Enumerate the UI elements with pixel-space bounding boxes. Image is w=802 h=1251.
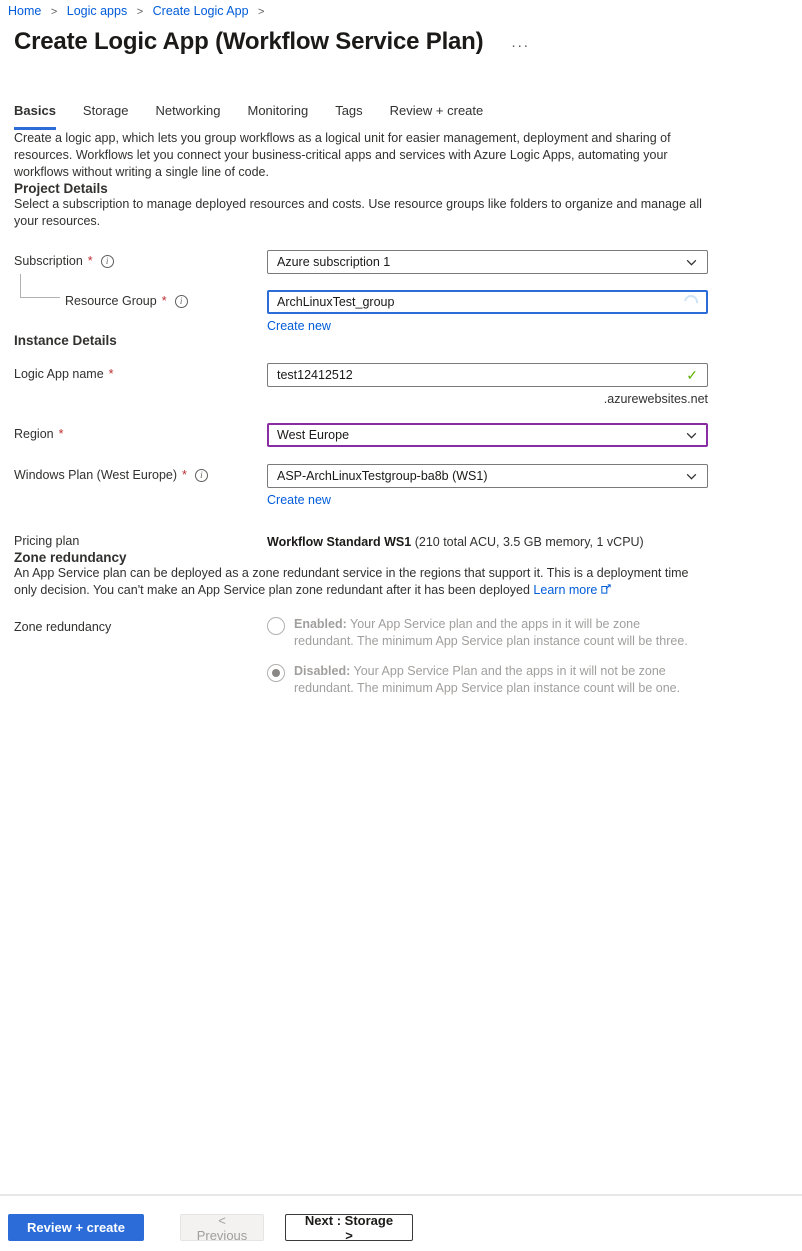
windows-plan-row: [14, 464, 788, 507]
breadcrumb-create-logic-app[interactable]: Create Logic App: [152, 4, 249, 18]
breadcrumb-separator: >: [258, 6, 265, 18]
logic-app-name-label: [14, 363, 267, 381]
windows-plan-label-text: Windows Plan (West Europe): [14, 468, 178, 482]
region-label: [14, 423, 267, 441]
zone-redundancy-description: [14, 565, 706, 599]
resource-group-create-new-link[interactable]: Create new: [267, 319, 331, 333]
subscription-selected-value: Azure subscription 1: [277, 255, 391, 269]
logic-app-name-field: [267, 363, 708, 387]
zone-redundancy-option-disabled: [267, 663, 708, 697]
info-icon[interactable]: [175, 295, 188, 308]
pricing-plan-specs: (210 total ACU, 3.5 GB memory, 1 vCPU): [411, 535, 644, 549]
region-dropdown[interactable]: [267, 423, 708, 447]
next-storage-button[interactable]: Next : Storage >: [285, 1214, 413, 1241]
chevron-down-icon: [685, 256, 698, 269]
page-title: Create Logic App (Workflow Service Plan): [14, 28, 484, 55]
radio-disabled-text: [294, 663, 698, 697]
windows-plan-selected-value: ASP-ArchLinuxTestgroup-ba8b (WS1): [277, 469, 488, 483]
resource-group-label-text: Resource Group: [65, 294, 157, 308]
zone-redundancy-label: [14, 616, 267, 634]
chevron-down-icon: [685, 470, 698, 483]
info-icon[interactable]: [101, 255, 114, 268]
resource-group-row: [14, 290, 788, 333]
footer-divider: [0, 1194, 802, 1196]
pricing-plan-value: [267, 530, 708, 550]
resource-group-field: [267, 290, 708, 314]
region-selected-value: West Europe: [277, 428, 350, 442]
tab-bar: [14, 103, 788, 130]
breadcrumb-separator: >: [50, 6, 58, 18]
radio-enabled-desc: Your App Service plan and the apps in it will be zone redundant. The minimum App Service plan instance count will be three.: [294, 617, 688, 648]
breadcrumb-home[interactable]: Home: [8, 4, 42, 18]
required-asterisk: *: [182, 468, 187, 482]
pricing-plan-label: [14, 530, 267, 548]
previous-button[interactable]: < Previous: [180, 1214, 264, 1241]
tab-basics[interactable]: Basics: [14, 103, 56, 130]
radio-enabled[interactable]: [267, 617, 285, 635]
subscription-label-text: Subscription: [14, 254, 83, 268]
required-asterisk: *: [87, 254, 93, 268]
zone-redundancy-option-enabled: [267, 616, 708, 650]
radio-enabled-title: Enabled:: [294, 617, 347, 631]
tab-monitoring[interactable]: Monitoring: [247, 103, 309, 118]
subscription-row: [14, 250, 788, 274]
info-icon[interactable]: [195, 469, 208, 482]
tab-networking[interactable]: Networking: [155, 103, 221, 118]
windows-plan-create-new-link[interactable]: Create new: [267, 493, 331, 507]
breadcrumb-separator: >: [136, 6, 144, 18]
region-row: [14, 423, 788, 447]
domain-suffix: .azurewebsites.net: [603, 392, 708, 406]
footer-action-bar: [8, 1214, 413, 1241]
section-heading-instance-details: Instance Details: [14, 333, 117, 348]
radio-disabled-title: Disabled:: [294, 664, 351, 678]
breadcrumb: [8, 4, 802, 18]
tab-review-create[interactable]: Review + create: [389, 103, 484, 118]
pricing-plan-label-text: Pricing plan: [14, 534, 80, 548]
logic-app-name-row: [14, 363, 788, 406]
windows-plan-label: [14, 464, 267, 482]
hierarchy-connector-line: [20, 274, 60, 298]
section-heading-project-details: Project Details: [14, 181, 108, 196]
external-link-icon: [601, 583, 611, 597]
review-create-button[interactable]: Review + create: [8, 1214, 144, 1241]
pricing-plan-row: [14, 530, 788, 550]
learn-more-link[interactable]: Learn more: [533, 583, 598, 597]
required-asterisk: *: [58, 427, 64, 441]
radio-disabled-desc: Your App Service Plan and the apps in it will not be zone redundant. The minimum App Service plan instance count will be one.: [294, 664, 681, 695]
radio-enabled-text: [294, 616, 698, 650]
project-details-description: Select a subscription to manage deployed resources and costs. Use resource groups like folders to organize and manage all your resources.: [14, 197, 702, 228]
required-asterisk: *: [108, 367, 114, 381]
loading-spinner-icon: [681, 292, 700, 311]
zone-redundancy-row: [14, 616, 788, 697]
resource-group-input[interactable]: [277, 295, 684, 309]
subscription-label: [14, 250, 267, 268]
tab-tags[interactable]: Tags: [335, 103, 363, 118]
breadcrumb-logic-apps[interactable]: Logic apps: [66, 4, 128, 18]
chevron-down-icon: [685, 429, 698, 442]
section-heading-zone-redundancy: Zone redundancy: [14, 550, 127, 565]
logic-app-name-label-text: Logic App name: [14, 367, 104, 381]
windows-plan-dropdown[interactable]: [267, 464, 708, 488]
more-options-button[interactable]: ...: [511, 33, 530, 51]
valid-check-icon: ✓: [686, 366, 698, 383]
radio-disabled[interactable]: [267, 664, 285, 682]
logic-app-name-input[interactable]: [277, 368, 686, 382]
pricing-plan-sku: Workflow Standard WS1: [267, 535, 412, 549]
intro-text: Create a logic app, which lets you group workflows as a logical unit for easier management, deployment and sharing of resources. Workflows let you connect your business-critical apps and services with Azure Logic Apps, automating your workflows without writing a single line of code.: [14, 131, 671, 179]
region-label-text: Region: [14, 427, 54, 441]
zone-redundancy-label-text: Zone redundancy: [14, 620, 112, 634]
zone-redundancy-description-text: An App Service plan can be deployed as a zone redundant service in the regions that support it. This is a deployment time only decision. You can't make an App Service plan zone redundant after it has been deployed: [14, 566, 689, 597]
subscription-dropdown[interactable]: [267, 250, 708, 274]
tab-storage[interactable]: Storage: [82, 103, 129, 118]
required-asterisk: *: [161, 294, 167, 308]
